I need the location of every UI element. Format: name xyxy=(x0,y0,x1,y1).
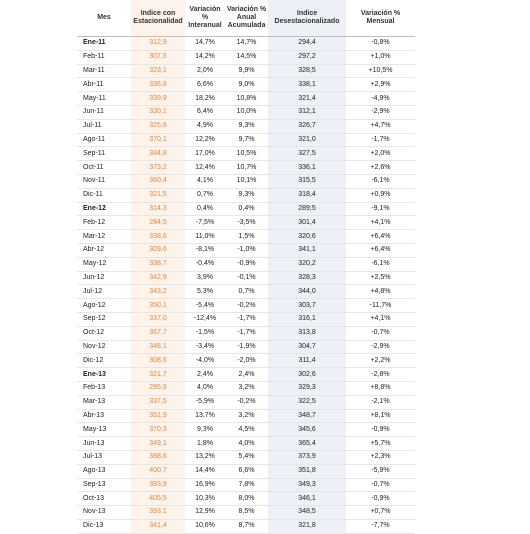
cell-mes: Oct-11 xyxy=(77,161,131,175)
cell-desestacionalizado: 311,4 xyxy=(268,354,346,368)
header-estacionalidad: Indice con Estacionalidad xyxy=(131,0,185,37)
cell-estacionalidad: 388,6 xyxy=(131,450,185,464)
cell-mensual: -5,9% xyxy=(346,464,415,478)
cell-anual-acumulada: 6,6% xyxy=(225,464,268,478)
header-row xyxy=(77,0,415,37)
cell-mes: Dic-11 xyxy=(77,188,131,202)
cell-interanual: 14,7% xyxy=(185,37,225,51)
cell-interanual: 5,3% xyxy=(185,285,225,299)
cell-estacionalidad: 342,9 xyxy=(131,271,185,285)
cell-mensual: +5,7% xyxy=(346,437,415,451)
cell-mes: Feb-11 xyxy=(77,50,131,64)
table-row xyxy=(77,464,415,478)
cell-desestacionalizado: 312,1 xyxy=(268,105,346,119)
cell-mes: Nov-12 xyxy=(77,340,131,354)
cell-anual-acumulada: 10,8% xyxy=(225,92,268,106)
cell-mes: Jul-13 xyxy=(77,450,131,464)
cell-anual-acumulada: 9,9% xyxy=(225,64,268,78)
cell-estacionalidad: 360,4 xyxy=(131,174,185,188)
cell-mes: Ago-11 xyxy=(77,133,131,147)
cell-anual-acumulada: 10,5% xyxy=(225,147,268,161)
cell-mensual: -1,7% xyxy=(346,133,415,147)
cell-anual-acumulada: 8,0% xyxy=(225,492,268,506)
cell-interanual: 4,9% xyxy=(185,119,225,133)
cell-desestacionalizado: 289,5 xyxy=(268,202,346,216)
cell-mes: May-12 xyxy=(77,257,131,271)
cell-interanual: -0,4% xyxy=(185,257,225,271)
table-row xyxy=(77,409,415,423)
cell-interanual: 2,4% xyxy=(185,368,225,382)
cell-mensual: +2,2% xyxy=(346,354,415,368)
cell-mensual: +1,0% xyxy=(346,50,415,64)
cell-interanual: 6,6% xyxy=(185,78,225,92)
cell-anual-acumulada: 1,5% xyxy=(225,230,268,244)
cell-estacionalidad: 336,8 xyxy=(131,78,185,92)
cell-estacionalidad: 350,1 xyxy=(131,299,185,313)
cell-anual-acumulada: 5,4% xyxy=(225,450,268,464)
table-row xyxy=(77,161,415,175)
cell-mensual: +2,3% xyxy=(346,450,415,464)
cell-mes: Mar-12 xyxy=(77,230,131,244)
cell-mensual: +8,8% xyxy=(346,381,415,395)
cell-mensual: -0,9% xyxy=(346,492,415,506)
cell-desestacionalizado: 346,1 xyxy=(268,492,346,506)
cell-estacionalidad: 309,6 xyxy=(131,243,185,257)
cell-estacionalidad: 337,0 xyxy=(131,312,185,326)
cell-estacionalidad: 284,5 xyxy=(131,216,185,230)
cell-estacionalidad: 308,6 xyxy=(131,354,185,368)
cell-desestacionalizado: 320,6 xyxy=(268,230,346,244)
cell-interanual: -7,5% xyxy=(185,216,225,230)
cell-desestacionalizado: 327,5 xyxy=(268,147,346,161)
cell-anual-acumulada: 4,5% xyxy=(225,423,268,437)
cell-desestacionalizado: 321,4 xyxy=(268,92,346,106)
cell-estacionalidad: 393,9 xyxy=(131,478,185,492)
cell-mes: Jun-11 xyxy=(77,105,131,119)
cell-mes: Dic-12 xyxy=(77,354,131,368)
cell-interanual: -12,4% xyxy=(185,312,225,326)
cell-desestacionalizado: 320,2 xyxy=(268,257,346,271)
cell-interanual: 0,7% xyxy=(185,188,225,202)
cell-interanual: 4,1% xyxy=(185,174,225,188)
table-body xyxy=(77,37,415,534)
table-row xyxy=(77,92,415,106)
cell-mes: Abr-13 xyxy=(77,409,131,423)
cell-interanual: 0,4% xyxy=(185,202,225,216)
header-desestacionalizado: Indice Desestacionalizado xyxy=(268,0,346,37)
cell-estacionalidad: 323,1 xyxy=(131,64,185,78)
cell-desestacionalizado: 336,1 xyxy=(268,161,346,175)
cell-anual-acumulada: 9,0% xyxy=(225,78,268,92)
table-row xyxy=(77,257,415,271)
cell-desestacionalizado: 313,8 xyxy=(268,326,346,340)
table-row xyxy=(77,271,415,285)
cell-anual-acumulada: 9,7% xyxy=(225,133,268,147)
cell-mes: Sep-11 xyxy=(77,147,131,161)
cell-mensual: +2,6% xyxy=(346,161,415,175)
cell-estacionalidad: 349,1 xyxy=(131,437,185,451)
header-mes: Mes xyxy=(77,0,131,37)
cell-mensual: +8,1% xyxy=(346,409,415,423)
cell-interanual: -5,4% xyxy=(185,299,225,313)
cell-desestacionalizado: 328,3 xyxy=(268,271,346,285)
cell-anual-acumulada: 9,3% xyxy=(225,119,268,133)
table-row xyxy=(77,340,415,354)
cell-desestacionalizado: 303,7 xyxy=(268,299,346,313)
cell-anual-acumulada: -0,1% xyxy=(225,271,268,285)
cell-interanual: 1,8% xyxy=(185,437,225,451)
cell-estacionalidad: 307,5 xyxy=(131,50,185,64)
cell-interanual: 12,4% xyxy=(185,161,225,175)
table-row xyxy=(77,105,415,119)
table-row xyxy=(77,174,415,188)
table-row xyxy=(77,395,415,409)
cell-anual-acumulada: -1,7% xyxy=(225,326,268,340)
table-row xyxy=(77,50,415,64)
cell-anual-acumulada: -2,0% xyxy=(225,354,268,368)
cell-estacionalidad: 314,3 xyxy=(131,202,185,216)
cell-desestacionalizado: 297,2 xyxy=(268,50,346,64)
cell-estacionalidad: 384,8 xyxy=(131,147,185,161)
cell-interanual: 16,9% xyxy=(185,478,225,492)
table-row xyxy=(77,243,415,257)
cell-estacionalidad: 393,1 xyxy=(131,506,185,520)
cell-desestacionalizado: 338,1 xyxy=(268,78,346,92)
cell-mensual: -4,9% xyxy=(346,92,415,106)
cell-estacionalidad: 367,7 xyxy=(131,326,185,340)
table-row xyxy=(77,312,415,326)
cell-mensual: -2,9% xyxy=(346,340,415,354)
cell-estacionalidad: 338,7 xyxy=(131,257,185,271)
cell-desestacionalizado: 348,7 xyxy=(268,409,346,423)
cell-interanual: 17,0% xyxy=(185,147,225,161)
cell-desestacionalizado: 373,9 xyxy=(268,450,346,464)
cell-mes: Ago-12 xyxy=(77,299,131,313)
cell-desestacionalizado: 318,4 xyxy=(268,188,346,202)
cell-mes: Mar-13 xyxy=(77,395,131,409)
cell-mensual: +0,7% xyxy=(346,506,415,520)
cell-mes: Abr-12 xyxy=(77,243,131,257)
cell-mensual: +10,5% xyxy=(346,64,415,78)
table-row xyxy=(77,119,415,133)
cell-mes: Ene-13 xyxy=(77,368,131,382)
cell-anual-acumulada: -0,2% xyxy=(225,395,268,409)
cell-desestacionalizado: 348,5 xyxy=(268,506,346,520)
cell-anual-acumulada: 4,0% xyxy=(225,437,268,451)
header-mensual: Variación % Mensual xyxy=(346,0,415,37)
cell-mensual: -6,1% xyxy=(346,174,415,188)
cell-mes: Ene-11 xyxy=(77,37,131,51)
table-row xyxy=(77,506,415,520)
cell-anual-acumulada: 8,7% xyxy=(225,519,268,533)
cell-desestacionalizado: 301,4 xyxy=(268,216,346,230)
cell-estacionalidad: 351,9 xyxy=(131,409,185,423)
cell-desestacionalizado: 321,8 xyxy=(268,519,346,533)
cell-desestacionalizado: 329,3 xyxy=(268,381,346,395)
cell-anual-acumulada: 3,2% xyxy=(225,381,268,395)
cell-estacionalidad: 321,7 xyxy=(131,368,185,382)
cell-estacionalidad: 321,5 xyxy=(131,188,185,202)
cell-anual-acumulada: 9,3% xyxy=(225,188,268,202)
cell-mensual: -0,7% xyxy=(346,478,415,492)
cell-mes: Sep-12 xyxy=(77,312,131,326)
cell-mensual: -9,1% xyxy=(346,202,415,216)
cell-anual-acumulada: 14,5% xyxy=(225,50,268,64)
table-row xyxy=(77,37,415,51)
cell-mensual: -7,7% xyxy=(346,519,415,533)
table-row xyxy=(77,64,415,78)
cell-mensual: -2,1% xyxy=(346,395,415,409)
cell-mensual: +2,9% xyxy=(346,78,415,92)
cell-anual-acumulada: 14,7% xyxy=(225,37,268,51)
table-row xyxy=(77,202,415,216)
cell-anual-acumulada: 10,7% xyxy=(225,161,268,175)
table-row xyxy=(77,368,415,382)
cell-interanual: 6,4% xyxy=(185,105,225,119)
table-row xyxy=(77,450,415,464)
cell-mensual: -11,7% xyxy=(346,299,415,313)
cell-desestacionalizado: 302,6 xyxy=(268,368,346,382)
cell-mensual: +4,7% xyxy=(346,119,415,133)
cell-desestacionalizado: 326,7 xyxy=(268,119,346,133)
table-row xyxy=(77,285,415,299)
cell-mensual: -0,8% xyxy=(346,37,415,51)
cell-interanual: 9,3% xyxy=(185,423,225,437)
cell-mes: May-11 xyxy=(77,92,131,106)
cell-estacionalidad: 373,2 xyxy=(131,161,185,175)
cell-desestacionalizado: 304,7 xyxy=(268,340,346,354)
cell-anual-acumulada: 0,4% xyxy=(225,202,268,216)
cell-anual-acumulada: 2,4% xyxy=(225,368,268,382)
cell-interanual: -3,4% xyxy=(185,340,225,354)
cell-interanual: 10,3% xyxy=(185,492,225,506)
cell-anual-acumulada: 3,2% xyxy=(225,409,268,423)
table-row xyxy=(77,354,415,368)
cell-mes: Jun-13 xyxy=(77,437,131,451)
cell-interanual: 14,4% xyxy=(185,464,225,478)
cell-mes: Oct-12 xyxy=(77,326,131,340)
cell-interanual: -5,9% xyxy=(185,395,225,409)
cell-interanual: 2,0% xyxy=(185,64,225,78)
index-table xyxy=(77,0,415,534)
cell-anual-acumulada: -0,9% xyxy=(225,257,268,271)
cell-mensual: -2,9% xyxy=(346,105,415,119)
cell-mes: Jun-12 xyxy=(77,271,131,285)
cell-interanual: 13,7% xyxy=(185,409,225,423)
table-row xyxy=(77,492,415,506)
table-row xyxy=(77,326,415,340)
cell-mensual: +2,5% xyxy=(346,271,415,285)
cell-interanual: 14,2% xyxy=(185,50,225,64)
cell-desestacionalizado: 341,1 xyxy=(268,243,346,257)
cell-mensual: +6,4% xyxy=(346,243,415,257)
cell-estacionalidad: 341,4 xyxy=(131,519,185,533)
table-row xyxy=(77,230,415,244)
cell-estacionalidad: 295,9 xyxy=(131,381,185,395)
cell-estacionalidad: 312,9 xyxy=(131,37,185,51)
cell-interanual: -1,5% xyxy=(185,326,225,340)
cell-desestacionalizado: 365,4 xyxy=(268,437,346,451)
cell-desestacionalizado: 322,5 xyxy=(268,395,346,409)
cell-desestacionalizado: 344,0 xyxy=(268,285,346,299)
cell-mes: Ene-12 xyxy=(77,202,131,216)
table-row xyxy=(77,133,415,147)
table-row xyxy=(77,216,415,230)
cell-mes: May-13 xyxy=(77,423,131,437)
cell-anual-acumulada: -1,7% xyxy=(225,312,268,326)
header-anual-acumulada: Variación % Anual Acumulada xyxy=(225,0,268,37)
cell-mes: Oct-13 xyxy=(77,492,131,506)
cell-mes: Feb-13 xyxy=(77,381,131,395)
cell-mes: Sep-13 xyxy=(77,478,131,492)
cell-estacionalidad: 370,3 xyxy=(131,423,185,437)
table-header xyxy=(77,0,415,37)
cell-mensual: -6,1% xyxy=(346,257,415,271)
cell-mensual: +4,1% xyxy=(346,312,415,326)
table-row xyxy=(77,423,415,437)
cell-anual-acumulada: 7,8% xyxy=(225,478,268,492)
cell-mensual: -0,7% xyxy=(346,326,415,340)
cell-interanual: 3,9% xyxy=(185,271,225,285)
cell-mensual: +2,0% xyxy=(346,147,415,161)
cell-mensual: -0,9% xyxy=(346,423,415,437)
cell-estacionalidad: 400,7 xyxy=(131,464,185,478)
cell-anual-acumulada: -3,5% xyxy=(225,216,268,230)
cell-desestacionalizado: 315,5 xyxy=(268,174,346,188)
cell-desestacionalizado: 345,6 xyxy=(268,423,346,437)
table-row xyxy=(77,437,415,451)
cell-mes: Dic-13 xyxy=(77,519,131,533)
cell-anual-acumulada: 10,0% xyxy=(225,105,268,119)
cell-anual-acumulada: -0,2% xyxy=(225,299,268,313)
cell-anual-acumulada: 8,5% xyxy=(225,506,268,520)
cell-interanual: 12,9% xyxy=(185,506,225,520)
cell-desestacionalizado: 321,0 xyxy=(268,133,346,147)
table-row xyxy=(77,299,415,313)
cell-mensual: +0,9% xyxy=(346,188,415,202)
cell-mes: Ago-13 xyxy=(77,464,131,478)
cell-anual-acumulada: -1,0% xyxy=(225,243,268,257)
cell-desestacionalizado: 328,5 xyxy=(268,64,346,78)
header-interanual: Variación % Interanual xyxy=(185,0,225,37)
cell-interanual: -8,1% xyxy=(185,243,225,257)
cell-mensual: +4,1% xyxy=(346,216,415,230)
cell-interanual: 4,0% xyxy=(185,381,225,395)
cell-mes: Jul-11 xyxy=(77,119,131,133)
cell-estacionalidad: 337,5 xyxy=(131,395,185,409)
cell-estacionalidad: 339,9 xyxy=(131,92,185,106)
table-row xyxy=(77,519,415,533)
cell-desestacionalizado: 316,1 xyxy=(268,312,346,326)
cell-desestacionalizado: 351,8 xyxy=(268,464,346,478)
cell-interanual: 11,0% xyxy=(185,230,225,244)
cell-interanual: -4,0% xyxy=(185,354,225,368)
cell-desestacionalizado: 294,4 xyxy=(268,37,346,51)
cell-anual-acumulada: -1,9% xyxy=(225,340,268,354)
cell-estacionalidad: 370,1 xyxy=(131,133,185,147)
cell-estacionalidad: 343,2 xyxy=(131,285,185,299)
cell-mensual: +6,4% xyxy=(346,230,415,244)
cell-mes: Mar-11 xyxy=(77,64,131,78)
cell-mes: Feb-12 xyxy=(77,216,131,230)
cell-interanual: 10,6% xyxy=(185,519,225,533)
cell-anual-acumulada: 10,1% xyxy=(225,174,268,188)
cell-mes: Jul-12 xyxy=(77,285,131,299)
table-row xyxy=(77,78,415,92)
cell-estacionalidad: 348,1 xyxy=(131,340,185,354)
cell-estacionalidad: 330,1 xyxy=(131,105,185,119)
cell-interanual: 12,2% xyxy=(185,133,225,147)
index-table-container xyxy=(77,0,415,534)
cell-mes: Nov-13 xyxy=(77,506,131,520)
cell-anual-acumulada: 0,7% xyxy=(225,285,268,299)
table-row xyxy=(77,188,415,202)
cell-estacionalidad: 405,5 xyxy=(131,492,185,506)
table-row xyxy=(77,381,415,395)
cell-estacionalidad: 325,8 xyxy=(131,119,185,133)
cell-mensual: -2,8% xyxy=(346,368,415,382)
cell-interanual: 18,2% xyxy=(185,92,225,106)
table-row xyxy=(77,147,415,161)
cell-mensual: +4,8% xyxy=(346,285,415,299)
cell-mes: Abr-11 xyxy=(77,78,131,92)
cell-desestacionalizado: 349,3 xyxy=(268,478,346,492)
cell-interanual: 13,2% xyxy=(185,450,225,464)
table-row xyxy=(77,478,415,492)
cell-estacionalidad: 338,6 xyxy=(131,230,185,244)
cell-mes: Nov-11 xyxy=(77,174,131,188)
